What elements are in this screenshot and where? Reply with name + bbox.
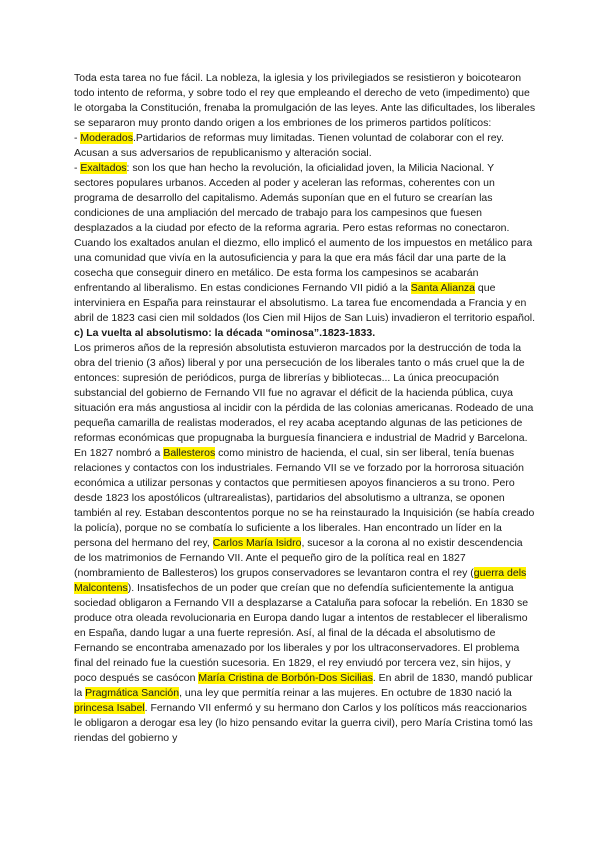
body-text: Los primeros años de la represión absolutista estuvieron marcados por la destrucción de toda la obra del trienio (3 años) liberal y por una persecución de los liberales tanto o más cruel que la de entonces: supresión de periódicos, purga de librerías y bibliotecas... La única preocupación substancial del gobierno de Fernando VII fue no agravar el déficit de la hacienda pública, cuya situación era más angustiosa al incidir con la pérdida de las colonias americanas. Rodeado de una pequeña camarilla de realistas moderados, el rey acaba aceptando algunas de las peticiones de reformas económicas que propugnaba la burguesía financiera e industrial de Madrid y Barcelona. En 1827 nombró a [74, 342, 534, 459]
highlight-moderados: Moderados [80, 132, 133, 144]
highlight-guerra-malcontens: guerra dels Malcontens [74, 567, 527, 594]
intro-text: Toda esta tarea no fue fácil. La nobleza, la iglesia y los privilegiados se resistieron y boicotearon todo intento de reforma, y sobre todo el rey que empleando el derecho de veto (impedimento) que le otorgaba la Constitución, frenaba la promulgación de las leyes. Ante las dificultades, los liberales se separaron muy pronto dando origen a los embriones de los primeros partidos políticos: [74, 72, 536, 129]
exaltados-text: : son los que han hecho la revolución, la oficialidad joven, la Milicia Nacional. Y sectores populares urbanos. Acceden al poder y aceleran las reformas, coherentes con un programa de desarrollo del capitalismo. Además suponían que en el futuro se crearían las condiciones de una ampliación del mercado de trabajo para los campesinos que fuesen desplazados a la ciudad por efecto de la reforma agraria. Pero estas reformas no conectaron. Cuando los exaltados anulan el diezmo, ello implicó el aumento de los impuestos en metálico para una comunidad que vivía en la autosuficiencia y para la que era más fácil dar una parte de la cosecha que conseguir dinero en metálico. De esta forma los campesinos se acabarán enfrentando al liberalismo. En estas condiciones Fernando VII pidió a la [74, 162, 533, 294]
highlight-santa-alianza: Santa Alianza [410, 282, 476, 294]
body-text: , una ley que permitía reinar a las mujeres. En octubre de 1830 nació la [179, 687, 512, 699]
body-text: , sucesor a la corona al no existir descendencia de los matrimonios de Fernando VII. Ante el pequeño giro de la política real en 1827 (nombramiento de Ballesteros) los grupos conservadores se levantaron contra el rey ( [74, 537, 523, 579]
body-text: como ministro de hacienda, el cual, sin ser liberal, tenía buenas relaciones y contactos con los industriales. Fernando VII se ve forzado por la horrorosa situación económica a utilizar personas y contactos que permitiesen apoyos financieros a su trono. Pero desde 1823 los apostólicos (ultrarealistas), partidarios del absolutismo a ultranza, se oponen también al rey. Estaban descontentos porque no se ha reinstaurado la Inquisición (se había creado la policía), porque no se combatía lo suficiente a los liberales. Han encontrado un líder en la persona del hermano del rey, [74, 447, 535, 549]
body-paragraph [74, 341, 536, 746]
exaltados-text-end: que interviniera en España para reinstaurar el absolutismo. La tarea fue encomendada a Francia y en abril de 1823 casi cien mil soldados (los Cien mil Hijos de San Luis) invadieron el territorio español. [74, 282, 536, 324]
moderados-text: .Partidarios de reformas muy limitadas. Tienen voluntad de colaborar con el rey. Acusan a sus adversarios de republicanismo y alteración social. [74, 132, 504, 159]
list-dash: - [74, 162, 81, 174]
highlight-maria-cristina: María Cristina de Borbón-Dos Sicilias [198, 672, 373, 684]
exaltados-paragraph [74, 161, 536, 326]
section-heading: c) La vuelta al absolutismo: la década “ominosa”.1823-1833. [74, 327, 376, 339]
body-text: ). Insatisfechos de un poder que creían que no defendía suficientemente la antigua sociedad obligaron a Fernando VII a desplazarse a Cataluña para sofocar la rebelión. En 1830 se produce otra oleada revolucionaria en Europa dando lugar a intentos de restablecer el liberalismo en España, dando lugar a una fuerte represión. Así, al final de la década el absolutismo de Fernando se encontraba amenazado por los liberales y por los ultraconservadores. El problema final del reinado fue la cuestión sucesoria. En 1829, el rey enviudó por tercera vez, sin hijos, y poco después se casócon [74, 582, 529, 684]
list-dash: - [74, 132, 81, 144]
highlight-exaltados: Exaltados [80, 162, 127, 174]
body-text: . Fernando VII enfermó y su hermano don Carlos y los políticos más reaccionarios le obligaron a derogar esa ley (lo hizo pensando evitar la guerra civil), pero María Cristina tomó las riendas del gobierno y [74, 702, 533, 744]
highlight-pragmatica-sancion: Pragmática Sanción [85, 687, 180, 699]
highlight-ballesteros: Ballesteros [163, 447, 216, 459]
document-page [74, 71, 536, 746]
moderados-paragraph [74, 131, 536, 161]
highlight-princesa-isabel: princesa Isabel [74, 702, 145, 714]
highlight-carlos-maria-isidro: Carlos María Isidro [212, 537, 302, 549]
body-text: . En abril de 1830, mandó publicar la [74, 672, 533, 699]
intro-paragraph [74, 71, 536, 131]
